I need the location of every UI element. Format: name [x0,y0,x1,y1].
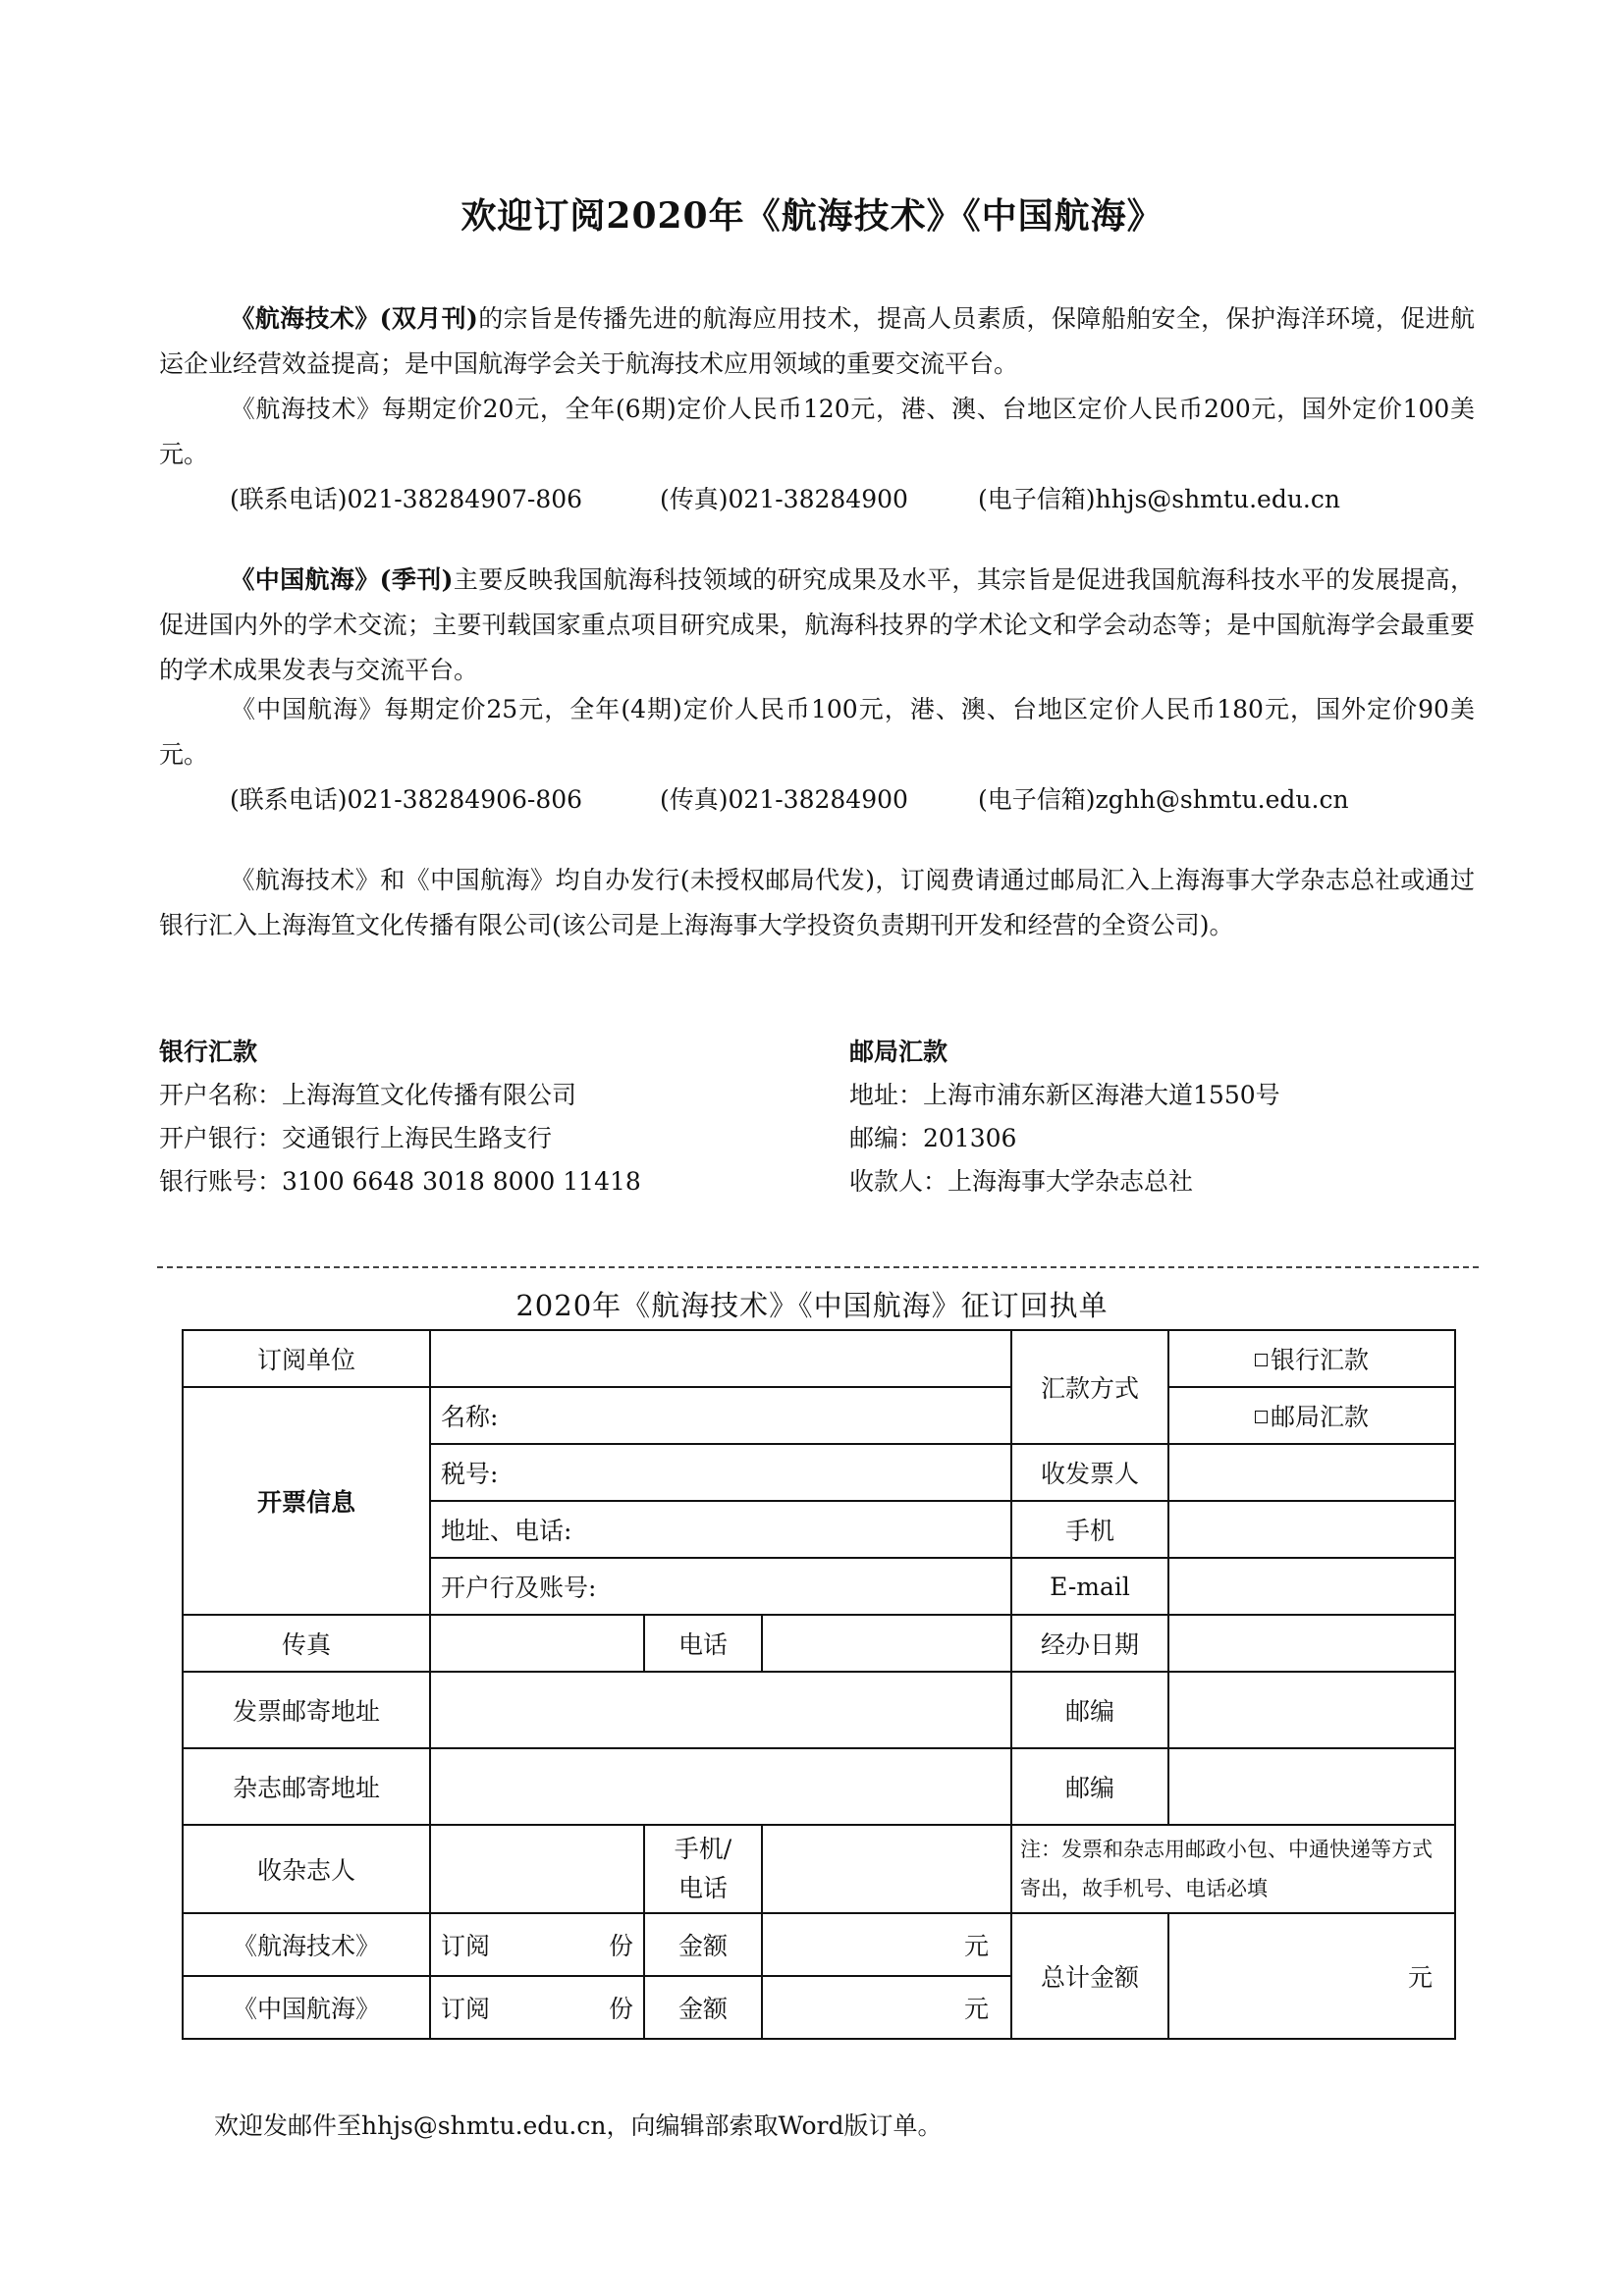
label-mag-mail-addr: 杂志邮寄地址 [183,1748,430,1825]
form-row-fax [183,1615,1455,1672]
label-row-hjjs: 《航海技术》 [183,1913,430,1976]
label-mobile-tel-2: 电话 [677,1874,728,1902]
label-subscriber: 订阅单位 [183,1330,430,1387]
label-invoice-info: 开票信息 [183,1387,430,1615]
field-mag-receiver[interactable] [430,1825,644,1913]
field-invoice-addr[interactable]: 地址、电话: [430,1501,1011,1558]
zghh-fax: (传真)021-38284900 [660,785,908,814]
copies-unit: 份 [608,1932,633,1960]
field-mobile-tel[interactable] [762,1825,1011,1913]
option-post-label: 邮局汇款 [1271,1403,1370,1431]
label-total: 总计金额 [1011,1913,1168,2039]
form-row-mag-mail [183,1748,1455,1825]
post-zip: 邮编：201306 [849,1124,1017,1152]
label-invoice-zip: 邮编 [1011,1672,1168,1748]
option-bank-remittance[interactable] [1168,1330,1455,1387]
field-mag-mail-addr[interactable] [430,1748,1011,1825]
bank-account-number: 银行账号：3100 6648 3018 8000 11418 [159,1167,641,1196]
subscribe-label: 订阅 [441,1995,491,2023]
post-payee: 收款人：上海海事大学杂志总社 [849,1167,1194,1196]
zghh-phone: (联系电话)021-38284906-806 [230,785,583,814]
zghh-description: 主要反映我国航海科技领域的研究成果及水平，其宗旨是促进我国航海科技水平的发展提高，促进国内外的学术交流；主要刊载国家重点项目研究成果，航海科技界的学术论文和学会动态等；是中国航海学会最重要的学术成果发表与交流平台。 [159,565,1475,684]
field-hjjs-amount[interactable]: 元 [762,1913,1011,1976]
footer-note: 欢迎发邮件至hhjs@shmtu.edu.cn，向编辑部索取Word版订单。 [214,2111,943,2140]
hjjs-intro [159,296,1475,387]
label-mobile-tel-1: 手机/ [674,1835,732,1863]
bank-branch: 开户银行：交通银行上海民生路支行 [159,1124,553,1152]
form-row-hjjs [183,1913,1455,1976]
field-hjjs-copies[interactable] [430,1913,644,1976]
hjjs-name: 《航海技术》 [230,304,380,333]
post-address: 地址：上海市浦东新区海港大道1550号 [849,1081,1280,1109]
distribution-text: 《航海技术》和《中国航海》均自办发行(未授权邮局代发)，订阅费请通过邮局汇入上海海事大学杂志总社或通过银行汇入上海海笪文化传播有限公司(该公司是上海海事大学投资负责期刊开发和经营的全资公司)。 [159,866,1475,939]
form-title: 2020年《航海技术》《中国航海》征订回执单 [515,1289,1109,1322]
label-zghh-amount: 金额 [644,1976,762,2039]
field-email[interactable] [1168,1558,1455,1615]
field-recipient[interactable] [1168,1444,1455,1501]
hjjs-frequency: (双月刊) [379,304,478,333]
label-row-zghh: 《中国航海》 [183,1976,430,2039]
distribution-note [159,858,1475,948]
field-subscriber[interactable] [430,1330,1011,1387]
cut-line [157,1266,1479,1268]
label-fax: 传真 [183,1615,430,1672]
subscribe-label: 订阅 [441,1932,491,1960]
label-mag-receiver: 收杂志人 [183,1825,430,1913]
post-heading: 邮局汇款 [849,1038,948,1066]
label-mobile: 手机 [1011,1501,1168,1558]
field-invoice-tax[interactable]: 税号: [430,1444,1011,1501]
checkbox-icon[interactable] [1255,1411,1268,1423]
label-date: 经办日期 [1011,1615,1168,1672]
zghh-frequency: (季刊) [379,565,454,594]
checkbox-icon[interactable] [1255,1354,1268,1366]
form-row-receiver [183,1825,1455,1913]
label-invoice-mail-addr: 发票邮寄地址 [183,1672,430,1748]
subscription-form [182,1329,1456,2040]
field-mag-zip[interactable] [1168,1748,1455,1825]
page-title: 欢迎订阅2020年《航海技术》《中国航海》 [460,195,1164,237]
option-bank-label: 银行汇款 [1271,1346,1370,1374]
hjjs-price-text: 《航海技术》每期定价20元，全年(6期)定价人民币120元，港、澳、台地区定价人民币200元，国外定价100美元。 [159,395,1475,468]
zghh-email: (电子信箱)zghh@shmtu.edu.cn [978,785,1349,814]
field-invoice-name[interactable]: 名称: [430,1387,1011,1444]
form-row-subscriber [183,1330,1455,1387]
label-recipient: 收发票人 [1011,1444,1168,1501]
field-invoice-zip[interactable] [1168,1672,1455,1748]
zghh-name: 《中国航海》 [230,565,380,594]
field-invoice-bank[interactable]: 开户行及账号: [430,1558,1011,1615]
field-tel[interactable] [762,1615,1011,1672]
copies-unit: 份 [608,1995,633,2023]
hjjs-email: (电子信箱)hhjs@shmtu.edu.cn [978,485,1340,513]
shipping-note: 注：发票和杂志用邮政小包、中通快递等方式寄出，故手机号、电话必填 [1011,1825,1455,1913]
field-invoice-mail-addr[interactable] [430,1672,1011,1748]
bank-account-name: 开户名称：上海海笪文化传播有限公司 [159,1081,577,1109]
label-tel: 电话 [644,1615,762,1672]
field-mobile[interactable] [1168,1501,1455,1558]
field-zghh-amount[interactable]: 元 [762,1976,1011,2039]
bank-heading: 银行汇款 [159,1038,258,1066]
form-row-invoice-name [183,1387,1455,1444]
zghh-intro [159,558,1475,693]
hjjs-phone: (联系电话)021-38284907-806 [230,485,583,513]
label-remit-method: 汇款方式 [1011,1330,1168,1444]
label-email: E-mail [1011,1558,1168,1615]
field-zghh-copies[interactable] [430,1976,644,2039]
hjjs-fax: (传真)021-38284900 [660,485,908,513]
zghh-price-text: 《中国航海》每期定价25元，全年(4期)定价人民币100元，港、澳、台地区定价人民币180元，国外定价90美元。 [159,695,1475,769]
label-hjjs-amount: 金额 [644,1913,762,1976]
post-remittance [849,1031,1280,1203]
form-row-invoice-mail [183,1672,1455,1748]
zghh-price [159,687,1475,777]
hjjs-description: 的宗旨是传播先进的航海应用技术，提高人员素质，保障船舶安全，保护海洋环境，促进航运企业经营效益提高；是中国航海学会关于航海技术应用领域的重要交流平台。 [159,304,1475,378]
option-post-remittance[interactable] [1168,1387,1455,1444]
label-mobile-tel [644,1825,762,1913]
field-fax[interactable] [430,1615,644,1672]
field-total[interactable]: 元 [1168,1913,1455,2039]
field-date[interactable] [1168,1615,1455,1672]
bank-remittance [159,1031,641,1203]
hjjs-price [159,387,1475,477]
label-mag-zip: 邮编 [1011,1748,1168,1825]
